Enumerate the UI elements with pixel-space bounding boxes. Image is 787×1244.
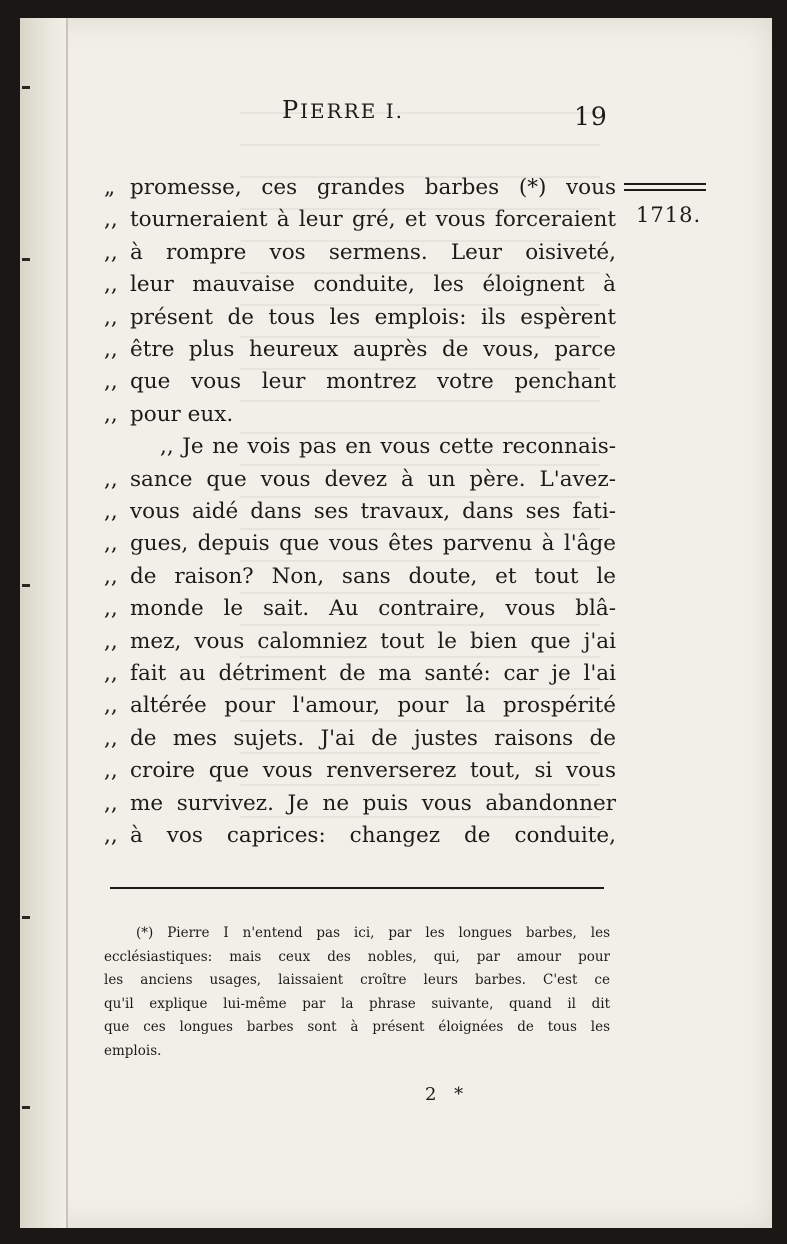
- quote-mark: ,,: [104, 337, 118, 362]
- footnote-line: ecclésiastiques: mais ceux des nobles, qui, par amour pour: [104, 948, 610, 965]
- text-line: [104, 561, 704, 593]
- line-text: de mes sujets. J'ai de justes raisons de: [130, 725, 616, 751]
- text-line: [104, 723, 704, 755]
- line-text: présent de tous les emplois: ils espèrent: [130, 304, 616, 330]
- quote-mark: „: [104, 175, 116, 200]
- text-line: [104, 528, 704, 560]
- line-text: croire que vous renverserez tout, si vous: [130, 758, 616, 784]
- binding-mark: [22, 258, 30, 261]
- text-line: [104, 399, 704, 431]
- quote-mark: ,,: [104, 725, 118, 751]
- quote-mark: ,,: [104, 758, 118, 784]
- quote-mark: ,,: [104, 272, 118, 298]
- text-line: [104, 593, 704, 625]
- quote-mark: ,,: [104, 207, 118, 233]
- quote-mark: ,,: [104, 693, 118, 719]
- line-text: me survivez. Je ne puis vous abandonner: [130, 790, 616, 816]
- line-text: mez, vous calomniez tout le bien que j'ai: [130, 628, 616, 654]
- line-text: promesse, ces grandes barbes (*) vous: [130, 175, 616, 200]
- quote-mark: ,,: [104, 563, 118, 589]
- quote-mark: ,,: [104, 369, 118, 395]
- footnote-line: (*) Pierre I n'entend pas ici, par les longues barbes, les: [136, 925, 610, 941]
- quote-mark: ,,: [104, 790, 118, 816]
- text-line: [104, 366, 704, 398]
- line-text: gues, depuis que vous êtes parvenu à l'âge: [130, 531, 616, 557]
- binding-mark: [22, 86, 30, 89]
- quote-mark: ,,: [104, 304, 118, 330]
- text-line: [104, 820, 704, 852]
- quote-mark: ,,: [104, 628, 118, 654]
- text-line: [104, 302, 704, 334]
- margin-year: 1718.: [636, 203, 702, 227]
- line-text: sance que vous devez à un père. L'avez-: [130, 466, 616, 492]
- quote-mark: ,,: [104, 466, 118, 492]
- binding-mark: [22, 916, 30, 919]
- text-line: [104, 172, 704, 204]
- footnote-line: les anciens usages, laissaient croître leurs barbes. C'est ce: [104, 972, 610, 988]
- signature-mark: 2 *: [425, 1084, 470, 1105]
- gutter-edge: [66, 18, 68, 1228]
- line-text: tourneraient à leur gré, et vous forceraient: [130, 207, 616, 233]
- quote-mark: ,,: [104, 661, 118, 686]
- line-text: que vous leur montrez votre penchant: [130, 369, 616, 395]
- quote-mark: ,,: [104, 596, 118, 622]
- line-text: pour eux.: [130, 401, 234, 427]
- line-text: ,, Je ne vois pas en vous cette reconnais-: [160, 434, 616, 460]
- text-line: [104, 788, 704, 820]
- line-text: altérée pour l'amour, pour la prospérité: [130, 693, 616, 719]
- line-text: de raison? Non, sans doute, et tout le: [130, 563, 616, 589]
- line-text: leur mauvaise conduite, les éloignent à: [130, 272, 616, 298]
- footnote-line: qu'il explique lui-même par la phrase suivante, quand il dit: [104, 995, 610, 1012]
- book-spine-shadow: [20, 18, 66, 1228]
- text-line: [104, 204, 704, 236]
- line-text: être plus heureux auprès de vous, parce: [130, 337, 616, 362]
- quote-mark: ,,: [104, 239, 118, 265]
- running-title-rest: IERRE I.: [300, 99, 404, 123]
- line-text: vous aidé dans ses travaux, dans ses fati-: [130, 499, 616, 524]
- binding-mark: [22, 584, 30, 587]
- text-line: [104, 496, 704, 528]
- line-text: à rompre vos sermens. Leur oisiveté,: [130, 239, 616, 265]
- footnote-rule: [110, 887, 604, 889]
- line-text: fait au détriment de ma santé: car je l'ai: [130, 661, 616, 686]
- quote-mark: ,,: [104, 401, 118, 427]
- footnote-line: que ces longues barbes sont à présent éloignées de tous les: [104, 1019, 610, 1035]
- footnote: [104, 922, 610, 1063]
- page-number: 19: [574, 102, 608, 131]
- quote-mark: ,,: [104, 499, 118, 524]
- binding-mark: [22, 1106, 30, 1109]
- footnote-line: emplois.: [104, 1042, 162, 1059]
- line-text: à vos caprices: changez de conduite,: [130, 823, 616, 848]
- running-title: [282, 96, 404, 124]
- text-line: [104, 269, 704, 301]
- text-line: [104, 626, 704, 658]
- line-text: monde le sait. Au contraire, vous blâ-: [130, 596, 616, 622]
- text-line: [104, 464, 704, 496]
- quote-mark: ,,: [104, 531, 118, 557]
- text-line: [104, 690, 704, 722]
- text-line: [104, 755, 704, 787]
- text-line: [104, 237, 704, 269]
- quote-mark: ,,: [104, 823, 118, 848]
- text-line: [104, 658, 704, 690]
- text-line: [104, 431, 704, 463]
- text-line: [104, 334, 704, 366]
- running-title-initial: P: [282, 96, 301, 124]
